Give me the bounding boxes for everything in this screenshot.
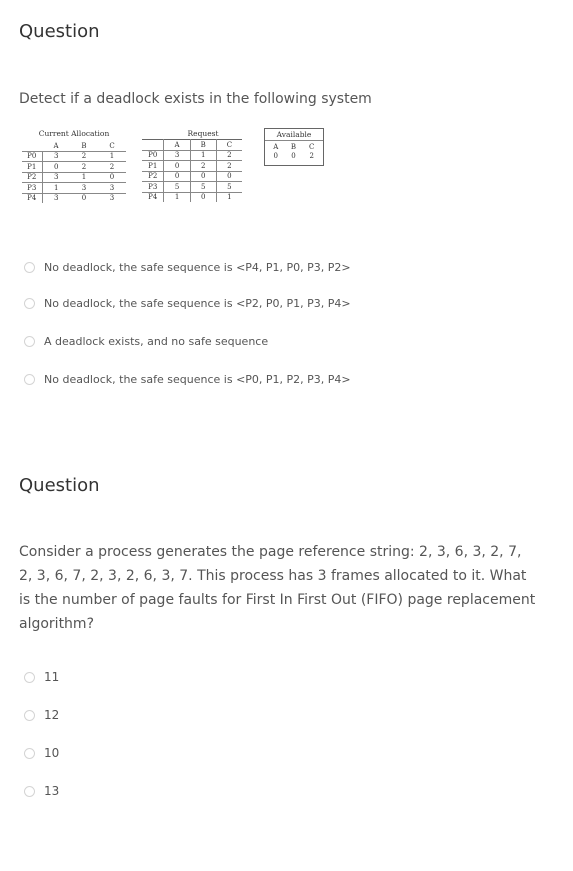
allocation-cell: 2 bbox=[81, 152, 87, 161]
process-label: P3 bbox=[148, 182, 158, 191]
allocation-cell: 3 bbox=[54, 152, 59, 161]
allocation-cell: 3 bbox=[109, 194, 115, 203]
radio-button[interactable] bbox=[24, 748, 35, 759]
option-label: No deadlock, the safe sequence is <P4, P1, P0, P3, P2> bbox=[44, 261, 351, 274]
process-label: P2 bbox=[22, 172, 42, 183]
available-col-header: B bbox=[290, 142, 297, 151]
radio-button[interactable] bbox=[24, 710, 35, 721]
available-table bbox=[267, 142, 321, 161]
allocation-col-header: B bbox=[81, 141, 87, 150]
radio-button[interactable] bbox=[24, 336, 35, 347]
allocation-cell: 2 bbox=[109, 162, 115, 171]
available-col-header: C bbox=[309, 142, 315, 151]
radio-button[interactable] bbox=[24, 298, 35, 309]
request-cell: 0 bbox=[216, 171, 242, 182]
process-label: P1 bbox=[148, 161, 158, 170]
request-cell: 1 bbox=[164, 192, 190, 202]
request-cell: 5 bbox=[190, 182, 216, 193]
allocation-cell: 3 bbox=[54, 194, 59, 203]
request-cell: 0 bbox=[164, 171, 190, 182]
question-text: Consider a process generates the page reference string: 2, 3, 6, 3, 2, 7, 2, 3, 6, 7, 2, 3, 2, 6, 3, 7. This process has 3 frames allocated to it. What is the number of page faults for First In First Out (FIFO) page replacement algorithm? bbox=[19, 544, 536, 632]
available-box bbox=[264, 128, 324, 166]
request-cell: 0 bbox=[190, 171, 216, 182]
request-cell: 0 bbox=[164, 161, 190, 172]
question-heading: Question bbox=[19, 21, 100, 42]
allocation-cell: 3 bbox=[109, 183, 115, 192]
allocation-cell: 3 bbox=[81, 183, 87, 192]
answer-option[interactable] bbox=[24, 373, 351, 386]
request-caption: Request bbox=[187, 129, 219, 138]
allocation-col-header: A bbox=[53, 141, 59, 150]
option-label: 13 bbox=[44, 784, 60, 798]
radio-button[interactable] bbox=[24, 672, 35, 683]
radio-button[interactable] bbox=[24, 262, 35, 273]
radio-button[interactable] bbox=[24, 786, 35, 797]
allocation-cell: 0 bbox=[81, 194, 87, 203]
request-cell: 2 bbox=[190, 161, 216, 172]
available-cell: 0 bbox=[273, 152, 278, 161]
answer-option[interactable] bbox=[24, 784, 59, 798]
available-cell: 0 bbox=[291, 152, 296, 161]
request-cell: 5 bbox=[216, 182, 242, 193]
allocation-table bbox=[22, 141, 126, 203]
allocation-cell: 3 bbox=[54, 173, 59, 182]
process-label: P4 bbox=[22, 193, 42, 203]
process-label: P3 bbox=[22, 183, 42, 194]
answer-option[interactable] bbox=[24, 746, 59, 760]
allocation-cell: 0 bbox=[109, 173, 115, 182]
allocation-caption: Current Allocation bbox=[38, 129, 110, 138]
option-label: No deadlock, the safe sequence is <P2, P0, P1, P3, P4> bbox=[44, 297, 351, 310]
option-label: 10 bbox=[44, 746, 60, 760]
allocation-cell: 2 bbox=[81, 162, 87, 171]
request-col-header: C bbox=[216, 140, 242, 151]
question-text: Detect if a deadlock exists in the following system bbox=[19, 91, 372, 107]
answer-option[interactable] bbox=[24, 708, 59, 722]
request-col-header: A bbox=[164, 140, 190, 151]
process-label: P0 bbox=[148, 151, 158, 160]
answer-option[interactable] bbox=[24, 335, 268, 348]
request-cell: 5 bbox=[164, 182, 190, 193]
process-label: P0 bbox=[22, 151, 42, 162]
request-cell: 1 bbox=[216, 192, 242, 202]
allocation-cell: 1 bbox=[81, 173, 87, 182]
option-label: A deadlock exists, and no safe sequence bbox=[44, 335, 269, 348]
answer-option[interactable] bbox=[24, 670, 59, 684]
option-label: No deadlock, the safe sequence is <P0, P1, P2, P3, P4> bbox=[44, 373, 351, 386]
option-label: 11 bbox=[44, 670, 60, 684]
available-cell: 2 bbox=[309, 152, 314, 161]
answer-option[interactable] bbox=[24, 261, 351, 274]
process-label: P1 bbox=[22, 162, 42, 173]
radio-button[interactable] bbox=[24, 374, 35, 385]
question-heading: Question bbox=[19, 475, 100, 496]
request-cell: 2 bbox=[216, 150, 242, 161]
process-label: P4 bbox=[148, 193, 158, 202]
request-cell: 3 bbox=[164, 150, 190, 161]
allocation-cell: 1 bbox=[109, 152, 115, 161]
available-caption: Available bbox=[276, 130, 312, 139]
option-label: 12 bbox=[44, 708, 60, 722]
request-cell: 0 bbox=[190, 192, 216, 202]
allocation-col-header: C bbox=[109, 141, 115, 150]
answer-option[interactable] bbox=[24, 297, 351, 310]
request-cell: 1 bbox=[190, 150, 216, 161]
allocation-cell: 0 bbox=[54, 162, 59, 171]
request-col-header: B bbox=[190, 140, 216, 151]
allocation-cell: 1 bbox=[54, 183, 59, 192]
request-cell: 2 bbox=[216, 161, 242, 172]
request-table bbox=[142, 139, 242, 202]
available-col-header: A bbox=[273, 142, 279, 151]
process-label: P2 bbox=[148, 172, 158, 181]
